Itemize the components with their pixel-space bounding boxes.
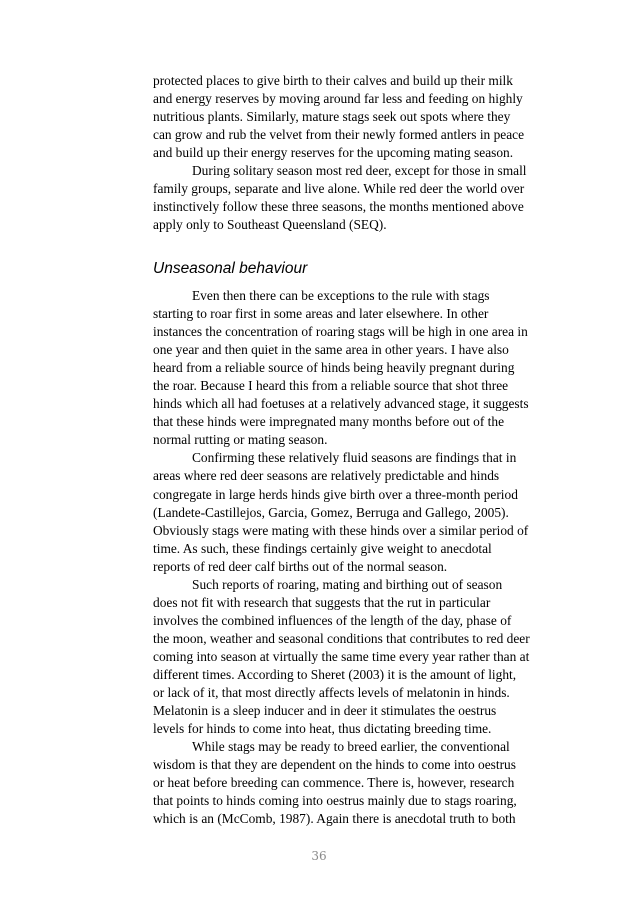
text-line: heard from a reliable source of hinds being heavily pregnant during xyxy=(153,360,515,376)
page-number: 36 xyxy=(311,849,327,863)
text-line: and energy reserves by moving around far less and feeding on highly xyxy=(153,91,523,107)
text-line: nutritious plants. Similarly, mature stags seek out spots where they xyxy=(153,109,511,125)
text-line: levels for hinds to come into heat, thus dictating breeding time. xyxy=(153,721,492,737)
text-line: normal rutting or mating season. xyxy=(153,432,328,448)
text-line: apply only to Southeast Queensland (SEQ). xyxy=(153,217,387,233)
text-line: one year and then quiet in the same area in other years. I have also xyxy=(153,342,509,358)
text-line: starting to roar first in some areas and later elsewhere. In other xyxy=(153,306,489,322)
text-line: Melatonin is a sleep inducer and in deer it stimulates the oestrus xyxy=(153,703,497,719)
text-line: reports of red deer calf births out of the normal season. xyxy=(153,558,448,574)
text-line: can grow and rub the velvet from their newly formed antlers in peace xyxy=(153,127,525,143)
text-line: areas where red deer seasons are relatively predictable and hinds xyxy=(153,468,500,484)
text-line: protected places to give birth to their calves and build up their milk xyxy=(153,73,513,88)
paragraph-block-2 xyxy=(153,287,530,828)
text-line: or heat before breeding can commence. There is, however, research xyxy=(153,775,515,791)
text-line: different times. According to Sheret (2003) it is the amount of light, xyxy=(153,666,517,682)
paragraph-block-1 xyxy=(153,72,525,234)
text-line: family groups, separate and live alone. While red deer the world over xyxy=(153,181,525,197)
text-line: instinctively follow these three seasons, the months mentioned above xyxy=(153,199,524,215)
text-line: or lack of it, that most directly affects levels of melatonin in hinds. xyxy=(153,685,510,701)
text-line: Even then there can be exceptions to the rule with stags xyxy=(192,288,490,303)
text-line: (Landete-Castillejos, Garcia, Gomez, Berruga and Gallego, 2005). xyxy=(153,504,509,520)
text-line: does not fit with research that suggests that the rut in particular xyxy=(153,594,491,610)
text-line: that these hinds were impregnated many months before out of the xyxy=(153,414,505,430)
text-line: and build up their energy reserves for the upcoming mating season. xyxy=(153,145,514,161)
text-line: Such reports of roaring, mating and birthing out of season xyxy=(192,576,503,592)
section-heading: Unseasonal behaviour xyxy=(153,260,308,277)
text-line: which is an (McComb, 1987). Again there is anecdotal truth to both xyxy=(153,811,516,827)
text-line: wisdom is that they are dependent on the hinds to come into oestrus xyxy=(153,757,516,773)
text-line: the moon, weather and seasonal conditions that contributes to red deer xyxy=(153,630,530,646)
text-line: the roar. Because I heard this from a reliable source that shot three xyxy=(153,378,509,394)
text-line: Obviously stags were mating with these hinds over a similar period of xyxy=(153,522,529,538)
text-line: During solitary season most red deer, except for those in small xyxy=(192,163,527,179)
text-line: hinds which all had foetuses at a relatively advanced stage, it suggests xyxy=(153,396,529,412)
text-line: that points to hinds coming into oestrus mainly due to stags roaring, xyxy=(153,793,517,809)
text-line: involves the combined influences of the length of the day, phase of xyxy=(153,612,512,628)
text-line: coming into season at virtually the same time every year rather than at xyxy=(153,648,530,664)
text-line: Confirming these relatively fluid seasons are findings that in xyxy=(192,450,517,466)
text-line: instances the concentration of roaring stags will be high in one area in xyxy=(153,324,528,340)
text-line: While stags may be ready to breed earlier, the conventional xyxy=(192,739,510,755)
text-line: time. As such, these findings certainly give weight to anecdotal xyxy=(153,540,492,556)
text-line: congregate in large herds hinds give birth over a three-month period xyxy=(153,486,518,502)
